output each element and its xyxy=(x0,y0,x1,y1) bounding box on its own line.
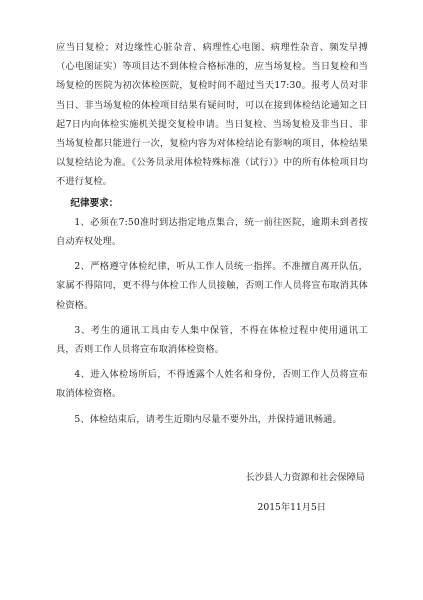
intro-paragraph: 应当日复检；对边缘性心脏杂音、病理性心电图、病理性杂音、频发早搏（心电图证实）等项目达不到体检合格标准的，应当场复检。当日复检和当场复检的医院为初次体检医院，复检时间不超过当天17:30。报考人员对非当日、非当场复检的体检项目结果有疑问时，可以在接到体检结论通知之日起7日内向体检实施机关提交复检申请。当日复检、当场复检及非当日、非当场复检都只能进行一次，复检内容为对体检结论有影响的项目，体检结果以复检结论为准。《公务员录用体检特殊标准（试行）》中的所有体检项目均不进行复检。 xyxy=(56,42,368,188)
discipline-heading: 纪律要求： xyxy=(70,197,119,209)
rule-item-5: 5、体检结束后，请考生近期内尽量不要外出，并保持通讯畅通。 xyxy=(74,413,342,425)
document-body xyxy=(56,38,368,429)
rule-item-1: 1、必须在7:50准时到达指定地点集合，统一前往医院，逾期未到者按自动弃权处理。 xyxy=(56,216,368,248)
signature-organization: 长沙县人力资源和社会保障局 xyxy=(245,472,365,483)
signature-date: 2015年11月5日 xyxy=(257,502,326,513)
rule-item-3: 3、考生的通讯工具由专人集中保管，不得在体检过程中使用通讯工具，否则工作人员将宣布取消体检资格。 xyxy=(56,324,368,356)
rule-item-4: 4、进入体检场所后，不得透露个人姓名和身份，否则工作人员将宣布取消体检资格。 xyxy=(56,369,368,400)
rule-item-2: 2、严格遵守体检纪律，听从工作人员统一指挥。不准擅自离开队伍，家属不得陪同，更不得与体检工作人员接触，否则工作人员将宣布取消其体检资格。 xyxy=(56,261,368,311)
